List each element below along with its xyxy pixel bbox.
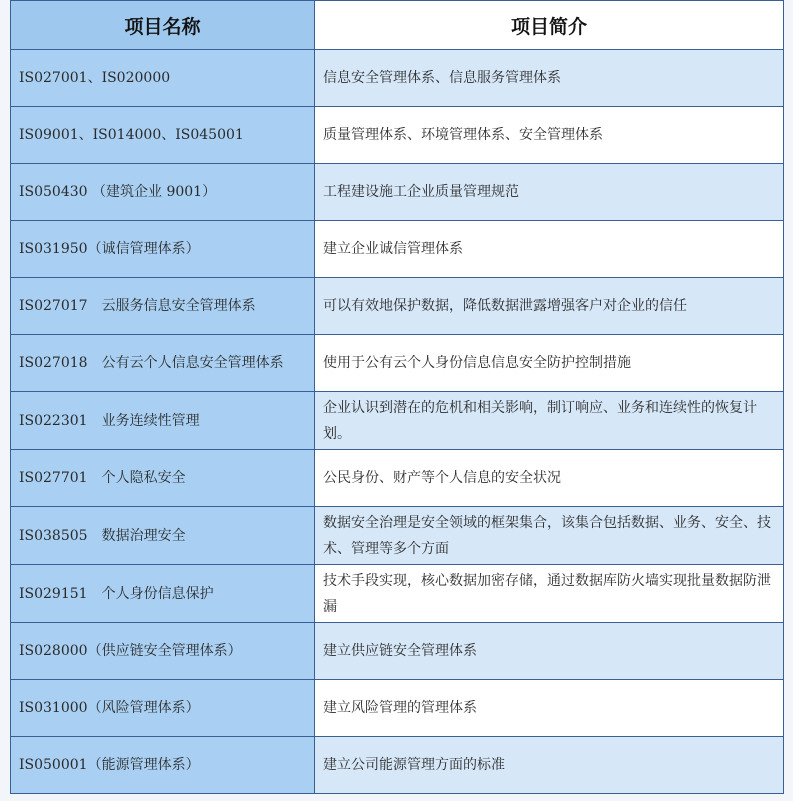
table-row xyxy=(11,50,784,107)
table-row xyxy=(11,680,784,737)
project-description-cell: 数据安全治理是安全领域的框架集合，该集合包括数据、业务、安全、技术、管理等多个方面 xyxy=(315,507,784,565)
table-row xyxy=(11,278,784,335)
project-name-cell: IS050430 （建筑企业 9001） xyxy=(11,164,315,221)
project-name-cell: IS027017 云服务信息安全管理体系 xyxy=(11,278,315,335)
project-name-cell: IS09001、IS014000、IS045001 xyxy=(11,107,315,164)
project-name-cell: IS027701 个人隐私安全 xyxy=(11,450,315,507)
table-row xyxy=(11,164,784,221)
project-description-cell: 信息安全管理体系、信息服务管理体系 xyxy=(315,50,784,107)
project-description-cell: 建立供应链安全管理体系 xyxy=(315,623,784,680)
project-name-cell: IS031000（风险管理体系） xyxy=(11,680,315,737)
project-name-cell: IS027018 公有云个人信息安全管理体系 xyxy=(11,335,315,392)
project-description-cell: 企业认识到潜在的危机和相关影响，制订响应、业务和连续性的恢复计划。 xyxy=(315,392,784,450)
project-name-cell: IS027001、IS020000 xyxy=(11,50,315,107)
table-row xyxy=(11,507,784,565)
project-description-cell: 使用于公有云个人身份信息信息安全防护控制措施 xyxy=(315,335,784,392)
project-name-cell: IS050001（能源管理体系） xyxy=(11,737,315,794)
table-row xyxy=(11,737,784,794)
project-name-cell: IS038505 数据治理安全 xyxy=(11,507,315,565)
project-name-cell: IS031950（诚信管理体系） xyxy=(11,221,315,278)
table-row xyxy=(11,392,784,450)
table-row xyxy=(11,335,784,392)
table-row xyxy=(11,107,784,164)
project-description-cell: 建立公司能源管理方面的标准 xyxy=(315,737,784,794)
certification-table-container xyxy=(10,0,783,801)
project-description-cell: 可以有效地保护数据，降低数据泄露增强客户对企业的信任 xyxy=(315,278,784,335)
certification-table xyxy=(10,0,784,794)
project-description-cell: 公民身份、财产等个人信息的安全状况 xyxy=(315,450,784,507)
column-header-project-description: 项目简介 xyxy=(315,1,784,50)
table-row xyxy=(11,450,784,507)
project-description-cell: 建立风险管理的管理体系 xyxy=(315,680,784,737)
table-row xyxy=(11,623,784,680)
column-header-project-name: 项目名称 xyxy=(11,1,315,50)
project-name-cell: IS022301 业务连续性管理 xyxy=(11,392,315,450)
table-row xyxy=(11,221,784,278)
project-description-cell: 建立企业诚信管理体系 xyxy=(315,221,784,278)
project-description-cell: 工程建设施工企业质量管理规范 xyxy=(315,164,784,221)
table-header-row xyxy=(11,1,784,50)
project-name-cell: IS029151 个人身份信息保护 xyxy=(11,565,315,623)
project-description-cell: 技术手段实现，核心数据加密存储，通过数据库防火墙实现批量数据防泄漏 xyxy=(315,565,784,623)
table-row xyxy=(11,565,784,623)
project-name-cell: IS028000（供应链安全管理体系） xyxy=(11,623,315,680)
project-description-cell: 质量管理体系、环境管理体系、安全管理体系 xyxy=(315,107,784,164)
